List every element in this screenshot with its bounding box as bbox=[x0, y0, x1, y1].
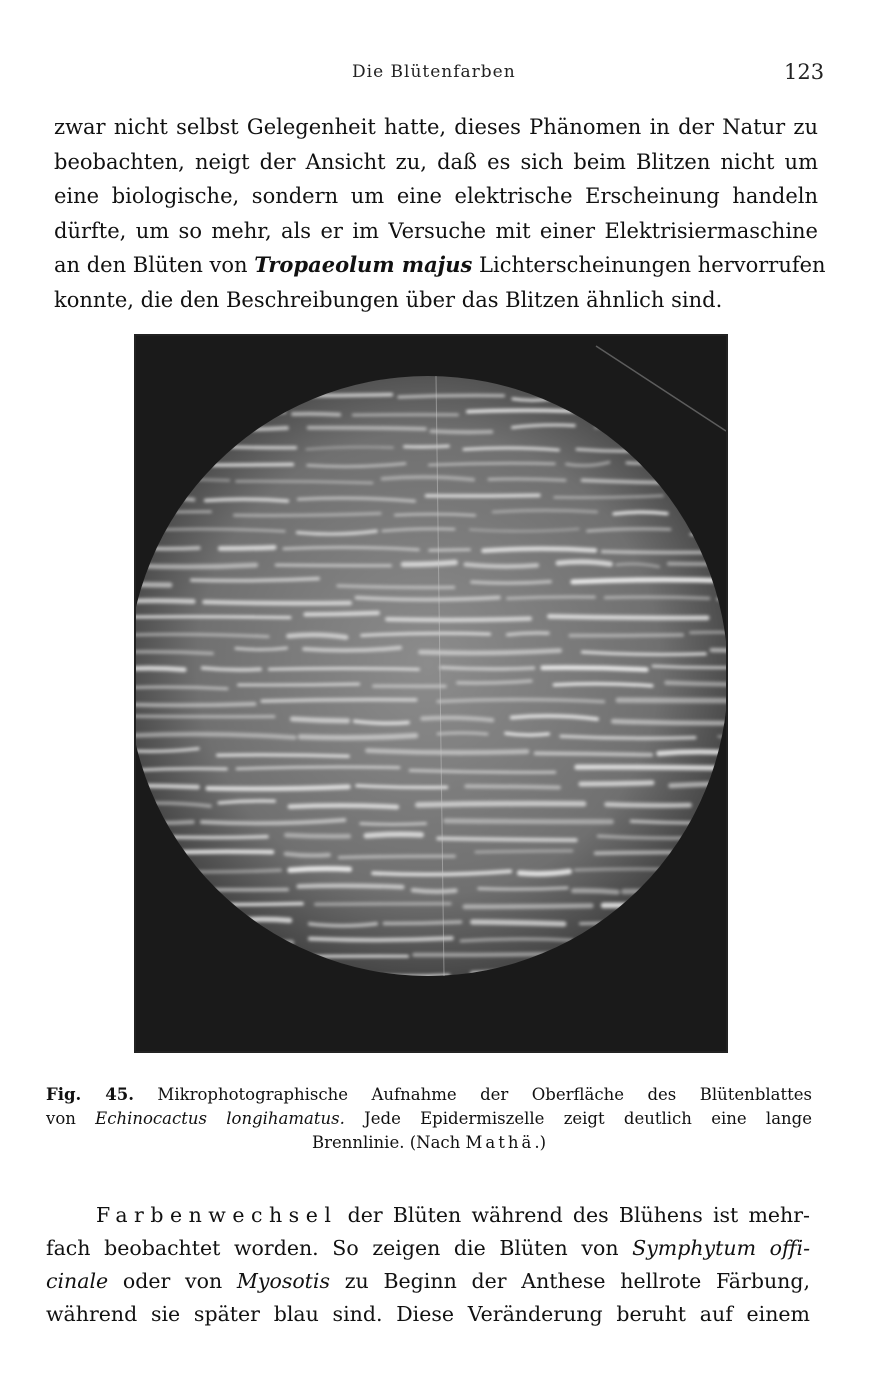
cell-highlight bbox=[618, 700, 726, 701]
cell-highlight bbox=[473, 922, 564, 924]
figure-caption bbox=[46, 1083, 812, 1155]
cell-highlight bbox=[276, 565, 390, 566]
cell-highlight bbox=[466, 786, 558, 787]
spaced-term: Farbenwechsel bbox=[96, 1203, 338, 1227]
cell-highlight bbox=[605, 597, 708, 598]
cell-highlight bbox=[136, 652, 212, 654]
text-line: zwar nicht selbst Gelegenheit hatte, dieses Phänomen in der Natur zu bbox=[54, 115, 818, 139]
cell-highlight bbox=[549, 616, 707, 618]
cell-highlight bbox=[607, 804, 690, 805]
cell-highlight bbox=[292, 719, 347, 721]
species-name: Echinocactus longihamatus. bbox=[95, 1109, 345, 1128]
cell-highlight bbox=[289, 635, 346, 637]
cell-highlight bbox=[206, 499, 288, 501]
cell-highlight bbox=[136, 565, 256, 567]
cell-highlight bbox=[338, 586, 454, 588]
cell-highlight bbox=[427, 495, 539, 496]
cell-highlight bbox=[418, 804, 584, 805]
cell-highlight bbox=[269, 668, 418, 669]
running-title: Die Blütenfarben bbox=[352, 62, 516, 82]
cell-highlight bbox=[472, 582, 550, 584]
cell-highlight bbox=[310, 938, 452, 940]
cell-highlight bbox=[520, 871, 570, 873]
species-name: Tropaeolum majus bbox=[254, 252, 473, 277]
caption-text: .) bbox=[534, 1133, 547, 1152]
paragraph-continuation bbox=[54, 110, 826, 317]
cell-highlight bbox=[441, 668, 533, 669]
cell-highlight bbox=[430, 550, 470, 551]
micrograph-figure bbox=[134, 334, 728, 1053]
cell-highlight bbox=[262, 700, 416, 702]
cell-highlight bbox=[712, 650, 726, 651]
text-line: beobachten, neigt der Ansicht zu, daß es sich beim Blitzen nicht um bbox=[54, 149, 818, 174]
cell-highlight bbox=[290, 806, 397, 807]
cell-highlight bbox=[299, 886, 403, 887]
cell-highlight bbox=[203, 668, 260, 670]
cell-highlight bbox=[413, 890, 455, 891]
cell-highlight bbox=[367, 751, 527, 753]
cell-highlight bbox=[446, 821, 612, 822]
cell-highlight bbox=[136, 668, 184, 669]
page-header bbox=[0, 62, 870, 92]
figure-label: Fig. 45. bbox=[46, 1085, 134, 1104]
cell-highlight bbox=[465, 906, 591, 907]
text-line: konnte, die den Beschreibungen über das Blitzen ähnlich sind. bbox=[54, 287, 723, 312]
cell-highlight bbox=[690, 632, 726, 633]
text-fragment: der Blüten während des Blühens ist mehr- bbox=[337, 1203, 810, 1227]
cell-highlight bbox=[484, 549, 595, 551]
cell-highlight bbox=[136, 617, 290, 618]
text-line bbox=[46, 1199, 810, 1232]
cell-highlight bbox=[581, 783, 652, 784]
cell-highlight bbox=[306, 613, 378, 615]
cell-highlight bbox=[438, 838, 575, 840]
cell-highlight bbox=[614, 512, 667, 514]
text-fragment: zu Beginn der Anthese hellrote Färbung, bbox=[330, 1269, 810, 1293]
cell-highlight bbox=[536, 753, 652, 755]
cell-highlight bbox=[506, 733, 549, 735]
cell-highlight bbox=[357, 598, 499, 600]
caption-text: von bbox=[46, 1109, 96, 1128]
cell-highlight bbox=[577, 767, 726, 768]
cell-highlight bbox=[310, 924, 376, 926]
cell-highlight bbox=[508, 633, 548, 635]
cell-highlight bbox=[466, 564, 537, 566]
text-line: während sie später blau sind. Diese Veränderung beruht auf einem bbox=[46, 1302, 810, 1326]
cell-highlight bbox=[414, 954, 559, 955]
cell-highlight bbox=[543, 668, 647, 670]
cell-highlight bbox=[422, 718, 492, 720]
text-line: eine biologische, sondern um eine elektrische Erscheinung handeln bbox=[54, 184, 818, 208]
cell-highlight bbox=[136, 704, 254, 705]
cell-highlight bbox=[476, 851, 572, 852]
text-line bbox=[54, 248, 826, 283]
author-name: Mathä bbox=[465, 1133, 535, 1152]
cell-highlight bbox=[405, 446, 449, 447]
cell-highlight bbox=[558, 562, 610, 564]
cell-highlight bbox=[384, 922, 460, 923]
caption-text: Mikrophotographische Aufnahme der Oberfläche des Blütenblattes bbox=[133, 1085, 812, 1104]
text-fragment: fach beobachtet worden. So zeigen die Blüten von bbox=[46, 1236, 633, 1260]
caption-line bbox=[46, 1131, 812, 1155]
cell-highlight bbox=[613, 721, 726, 723]
cell-highlight bbox=[290, 869, 349, 871]
cell-highlight bbox=[339, 856, 454, 857]
cell-highlight bbox=[301, 736, 416, 738]
cell-highlight bbox=[489, 479, 565, 480]
cell-highlight bbox=[192, 579, 319, 581]
cell-highlight bbox=[399, 395, 504, 397]
cell-highlight bbox=[420, 651, 559, 653]
species-name: cinale bbox=[46, 1269, 109, 1293]
cell-highlight bbox=[236, 648, 287, 650]
text-fragment: oder von bbox=[108, 1269, 237, 1293]
cell-highlight bbox=[431, 431, 491, 432]
cell-highlight bbox=[357, 786, 447, 788]
caption-line bbox=[46, 1107, 812, 1131]
cell-highlight bbox=[479, 888, 568, 889]
cell-highlight bbox=[508, 597, 595, 598]
cell-highlight bbox=[136, 687, 227, 689]
cell-highlight bbox=[573, 580, 726, 582]
cell-highlight bbox=[136, 716, 274, 717]
cell-highlight bbox=[573, 891, 617, 893]
cell-highlight bbox=[208, 787, 349, 789]
cell-highlight bbox=[666, 683, 726, 685]
species-name: Symphytum offi- bbox=[632, 1236, 811, 1260]
page-number: 123 bbox=[784, 60, 825, 84]
text-line bbox=[46, 1232, 810, 1265]
text-line: dürfte, um so mehr, als er im Versuche mit einer Elektrisiermaschine bbox=[54, 218, 818, 243]
caption-text: Brennlinie. (Nach bbox=[311, 1133, 466, 1152]
caption-line bbox=[46, 1083, 812, 1107]
cell-highlight bbox=[238, 684, 359, 685]
cell-highlight bbox=[316, 904, 451, 905]
cell-highlight bbox=[220, 547, 274, 548]
cell-highlight bbox=[204, 602, 349, 603]
cell-highlight bbox=[355, 721, 408, 723]
cell-highlight bbox=[438, 733, 487, 734]
cell-highlight bbox=[218, 755, 348, 756]
cell-highlight bbox=[286, 835, 348, 836]
text-fragment: Lichterscheinungen hervorrufen bbox=[472, 253, 826, 277]
cell-highlight bbox=[361, 823, 426, 824]
micrograph-image bbox=[136, 336, 726, 1051]
cell-highlight bbox=[570, 635, 682, 636]
caption-text: Jede Epidermiszelle zeigt deutlich eine lange bbox=[344, 1109, 812, 1128]
paragraph-farbenwechsel bbox=[46, 1199, 810, 1331]
cell-highlight bbox=[659, 752, 726, 755]
cell-highlight bbox=[286, 854, 329, 856]
text-line bbox=[46, 1265, 810, 1298]
cell-highlight bbox=[293, 414, 339, 415]
cell-highlight bbox=[309, 428, 425, 429]
species-name: Myosotis bbox=[236, 1269, 330, 1293]
cell-highlight bbox=[403, 562, 455, 564]
text-fragment: an den Blüten von bbox=[54, 253, 255, 277]
cell-highlight bbox=[366, 834, 421, 835]
cell-highlight bbox=[387, 619, 530, 620]
cell-highlight bbox=[136, 601, 193, 602]
